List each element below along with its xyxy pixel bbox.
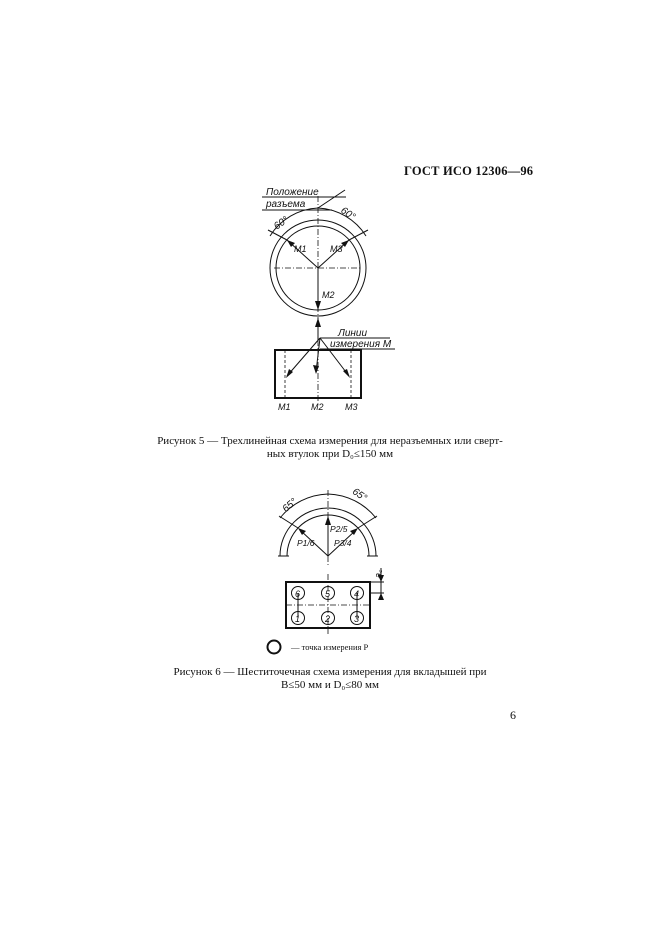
point-4-label: 4	[354, 589, 360, 599]
fig6-arm-right	[358, 516, 377, 528]
angle-left-label: 60°	[272, 214, 291, 233]
label-ac: a꜀	[373, 569, 383, 578]
legend-point-circle	[268, 641, 281, 654]
figure-6-caption-line2: B≤50 мм и D₀≤80 мм	[281, 679, 379, 691]
label-m3: M3	[330, 244, 343, 254]
leader-arrow-m3	[343, 369, 350, 378]
bottom-label-m3: M3	[345, 402, 358, 412]
label-lines-line1: Линии	[338, 328, 368, 339]
split-leader	[318, 190, 345, 208]
point-6-label: 6	[295, 589, 301, 599]
label-lines-line2: измерения M	[330, 339, 392, 350]
arrowhead-m2	[315, 301, 321, 310]
point-2-label: 2	[325, 614, 331, 624]
bottom-label-m2: M2	[311, 402, 324, 412]
label-p25: P2/5	[330, 524, 348, 534]
figure-6-caption-line1: Рисунок 6 — Шеститочечная схема измерения для вкладышей при	[173, 666, 487, 678]
point-5-label: 5	[325, 589, 331, 599]
label-p16: P1/6	[297, 538, 315, 548]
standard-header: ГОСТ ИСО 12306—96	[404, 164, 534, 178]
fig6-angle-left: 65°	[280, 496, 300, 515]
fig6-arm-left	[279, 516, 298, 528]
dim-arrow-bottom	[378, 593, 384, 600]
bottom-arrowhead	[315, 318, 321, 327]
fig6-angle-right: 65°	[350, 486, 369, 505]
bottom-label-m1: M1	[278, 402, 291, 412]
legend-text: — точка измерения P	[291, 642, 369, 652]
point-1-label: 1	[295, 614, 301, 624]
label-m1: M1	[294, 244, 307, 254]
label-m2: M2	[322, 290, 335, 300]
figure-5-caption-line2: ных втулок при D₀≤150 мм	[266, 448, 394, 460]
figure-5-caption-line1: Рисунок 5 — Трехлинейная схема измерения для неразъемных или сверт-	[157, 435, 503, 447]
label-split-line1: Положение	[266, 187, 319, 198]
point-3-label: 3	[354, 614, 360, 624]
label-split-line2: разъема	[266, 199, 306, 210]
leader-arrow-m2	[313, 365, 319, 374]
angle-right-label: 60°	[338, 205, 358, 223]
label-p34: P3/4	[334, 538, 352, 548]
page-number: 6	[510, 708, 516, 722]
